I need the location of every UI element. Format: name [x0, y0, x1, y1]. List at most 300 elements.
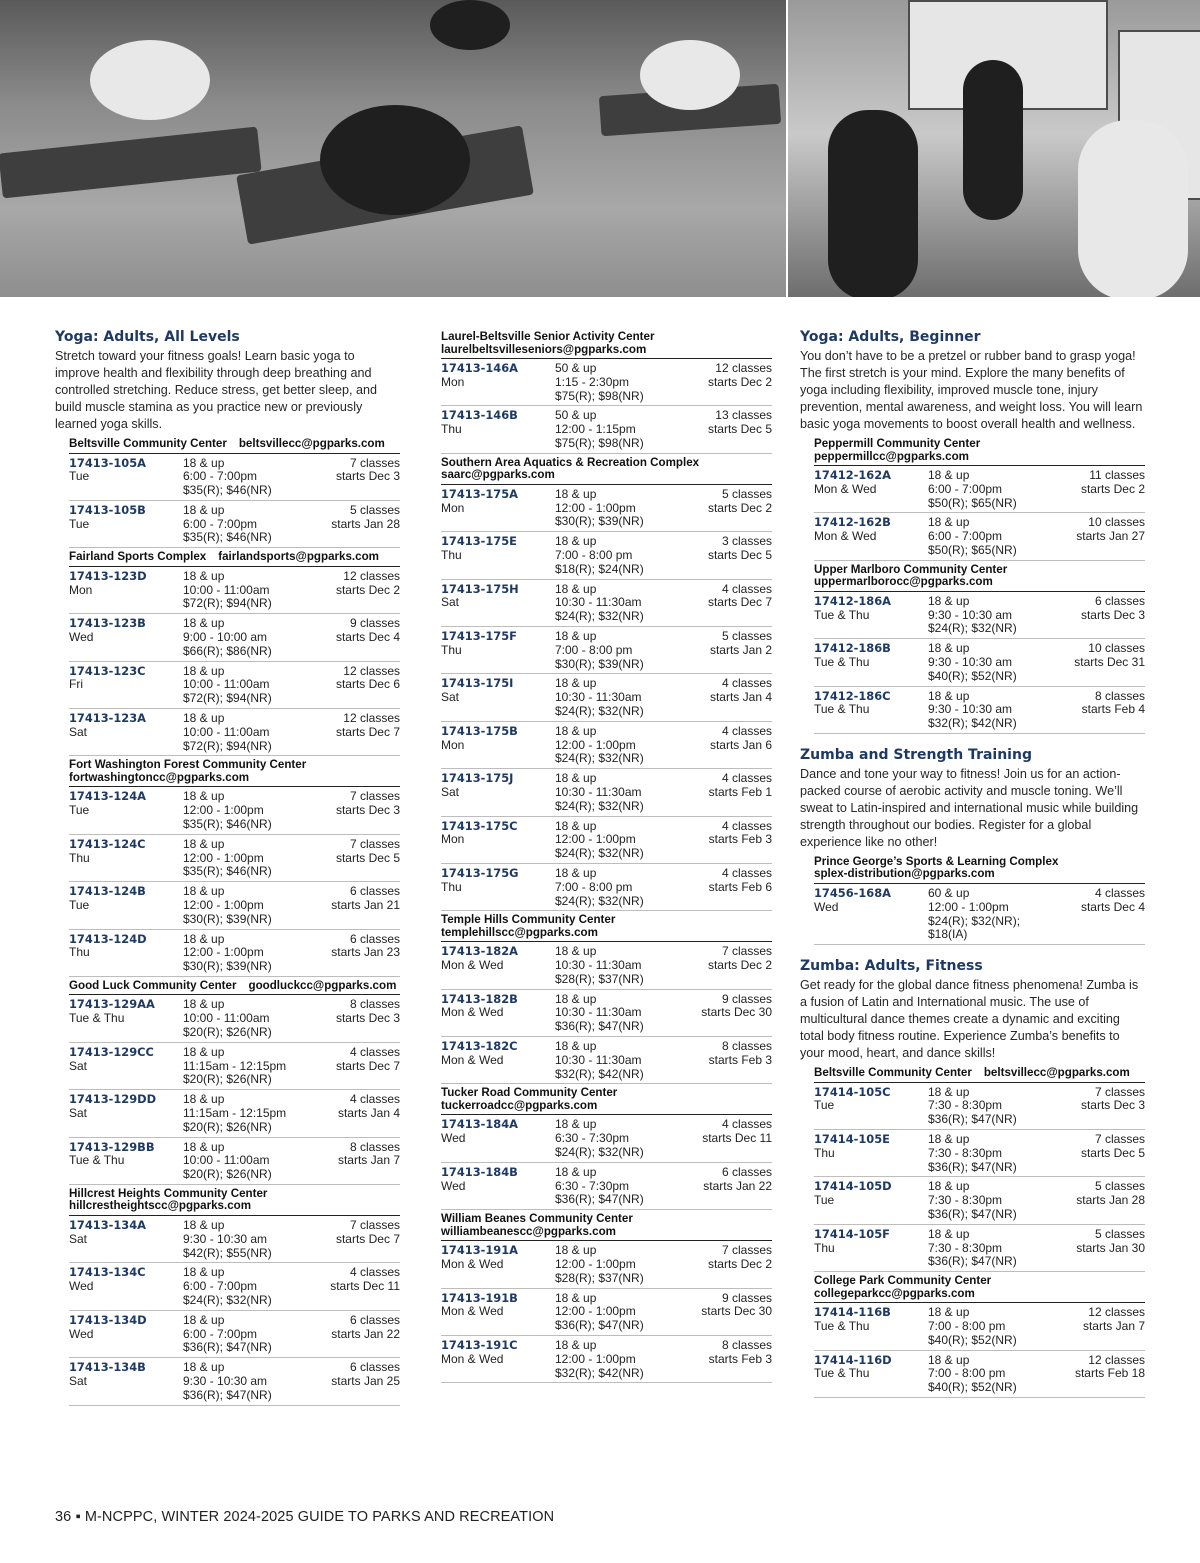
- class-day: Sat: [69, 724, 88, 739]
- class-id-cell: [441, 1040, 555, 1081]
- class-day: Fri: [69, 677, 83, 692]
- class-code: 17414-105C: [814, 1084, 891, 1099]
- class-time: 7:00 - 8:00 pm: [555, 879, 633, 894]
- class-row: [69, 614, 400, 661]
- class-day: Tue: [814, 1098, 835, 1113]
- class-start: starts Dec 5: [1080, 1145, 1145, 1160]
- class-count: 4 classes: [721, 676, 772, 691]
- class-code: 17413-175J: [441, 771, 514, 786]
- location-header: [814, 1064, 1145, 1083]
- class-age: 18 & up: [555, 991, 597, 1006]
- class-schedule-cell: [1058, 516, 1145, 557]
- class-count: 5 classes: [721, 486, 772, 501]
- class-schedule-cell: [1058, 595, 1145, 636]
- class-code: 17412-186C: [814, 688, 891, 703]
- class-day: Sat: [441, 784, 460, 799]
- class-count: 9 classes: [721, 991, 772, 1006]
- class-id-cell: [441, 867, 555, 908]
- class-day: Sat: [69, 1231, 88, 1246]
- class-row: [441, 532, 772, 579]
- class-schedule-cell: [685, 1166, 772, 1207]
- class-count: 5 classes: [721, 628, 772, 643]
- class-schedule-cell: [313, 712, 400, 753]
- class-start: starts Jan 2: [709, 642, 772, 657]
- class-time: 12:00 - 1:00pm: [555, 737, 636, 752]
- class-fee: $24(R); $32(NR): [183, 1292, 272, 1307]
- class-id-cell: [441, 409, 555, 450]
- section-description: Dance and tone your way to fitness! Join us for an action-packed course of aerobic activity and muscle toning. We’ll sweat to Latin-inspired and international music while building strength throughout our bodies. Register for a global experience like no other!: [800, 766, 1139, 849]
- class-row: [441, 1289, 772, 1336]
- class-code: 17414-116B: [814, 1305, 891, 1320]
- class-day: Wed: [69, 1279, 94, 1294]
- class-start: starts Jan 7: [1082, 1319, 1145, 1333]
- class-fee: $20(R); $26(NR): [183, 1025, 272, 1039]
- class-time: 10:30 - 11:30am: [555, 784, 642, 799]
- class-day: Tue & Thu: [814, 1319, 870, 1333]
- class-day: Sat: [441, 595, 460, 610]
- class-day: Wed: [441, 1178, 466, 1193]
- class-time: 9:30 - 10:30 am: [183, 1373, 268, 1388]
- class-id-cell: [69, 1219, 183, 1260]
- class-fee: $30(R); $39(NR): [183, 959, 272, 974]
- class-row: [69, 567, 400, 614]
- class-schedule-cell: [1058, 1306, 1145, 1347]
- class-start: starts Feb 3: [708, 832, 772, 847]
- class-count: 4 classes: [721, 865, 772, 880]
- location-block: [69, 977, 400, 1185]
- class-age: 18 & up: [183, 1265, 225, 1280]
- class-code: 17413-124C: [69, 836, 146, 851]
- class-row: [441, 359, 772, 406]
- class-id-cell: [814, 1306, 928, 1347]
- class-age: 18 & up: [555, 1039, 597, 1054]
- class-time: 10:30 - 11:30am: [555, 1052, 642, 1067]
- class-age: 18 & up: [555, 581, 597, 596]
- location-block: [441, 454, 772, 912]
- class-count: 7 classes: [349, 1217, 400, 1232]
- class-row: [814, 1177, 1145, 1224]
- location-header: [441, 328, 772, 359]
- location-email: uppermarlborocc@pgparks.com: [814, 575, 993, 589]
- class-code: 17413-182B: [441, 991, 518, 1006]
- class-count: 8 classes: [721, 1338, 772, 1353]
- location-email: beltsvillecc@pgparks.com: [983, 1066, 1130, 1080]
- class-detail-cell: [928, 1306, 1058, 1347]
- class-fee: $32(R); $42(NR): [928, 716, 1017, 731]
- class-age: 18 & up: [928, 641, 970, 656]
- class-row: [69, 930, 400, 977]
- class-day: Sat: [69, 1058, 88, 1073]
- class-age: 18 & up: [183, 836, 225, 851]
- class-day: Tue & Thu: [814, 1366, 870, 1381]
- class-start: starts Jan 22: [703, 1178, 772, 1193]
- class-row: [814, 1083, 1145, 1130]
- class-schedule-cell: [1058, 1228, 1145, 1269]
- class-id-cell: [814, 1354, 928, 1395]
- class-age: 18 & up: [183, 710, 225, 725]
- class-age: 60 & up: [928, 885, 970, 900]
- class-start: starts Dec 5: [707, 547, 772, 562]
- class-start: starts Dec 7: [335, 1231, 400, 1246]
- class-age: 18 & up: [183, 616, 225, 631]
- class-time: 7:00 - 8:00 pm: [928, 1319, 1006, 1333]
- class-detail-cell: [555, 772, 685, 813]
- class-time: 7:00 - 8:00 pm: [555, 642, 633, 657]
- class-fee: $24(R); $32(NR): [928, 621, 1017, 636]
- class-day: Mon & Wed: [441, 1257, 504, 1272]
- class-age: 18 & up: [555, 628, 597, 643]
- class-schedule-cell: [313, 1219, 400, 1260]
- class-day: Mon & Wed: [814, 481, 877, 496]
- class-count: 9 classes: [721, 1290, 772, 1305]
- class-start: starts Jan 28: [1076, 1193, 1145, 1208]
- class-time: 9:30 - 10:30 am: [928, 702, 1013, 717]
- class-schedule-cell: [685, 488, 772, 529]
- class-fee: $36(R); $47(NR): [183, 1387, 272, 1402]
- class-count: 12 classes: [715, 361, 772, 375]
- class-detail-cell: [555, 488, 685, 529]
- class-age: 18 & up: [183, 568, 225, 583]
- location-name: Tucker Road Community Center: [441, 1086, 618, 1100]
- location-header: [441, 911, 772, 942]
- class-row: [69, 709, 400, 756]
- class-id-cell: [441, 820, 555, 861]
- class-time: 9:30 - 10:30 am: [183, 1231, 268, 1246]
- class-id-cell: [441, 1118, 555, 1159]
- class-age: 18 & up: [555, 771, 597, 786]
- class-fee: $40(R); $52(NR): [928, 1380, 1017, 1395]
- class-row: [69, 454, 400, 501]
- class-id-cell: [441, 725, 555, 766]
- class-schedule-cell: [313, 617, 400, 658]
- class-row: [69, 882, 400, 929]
- class-row: [814, 1225, 1145, 1272]
- class-code: 17413-134A: [69, 1217, 146, 1232]
- class-count: 7 classes: [1094, 1132, 1145, 1147]
- class-detail-cell: [555, 362, 685, 403]
- class-code: 17413-124B: [69, 884, 146, 899]
- class-start: starts Dec 3: [1080, 607, 1145, 622]
- class-id-cell: [441, 362, 555, 403]
- class-day: Tue & Thu: [814, 607, 870, 622]
- class-start: starts Dec 11: [702, 1131, 772, 1146]
- location-email: laurelbeltsvilleseniors@pgparks.com: [441, 342, 647, 356]
- class-detail-cell: [555, 1166, 685, 1207]
- class-code: 17413-129BB: [69, 1139, 155, 1154]
- class-code: 17413-146B: [441, 408, 518, 423]
- class-detail-cell: [555, 630, 685, 671]
- class-code: 17413-182C: [441, 1039, 518, 1054]
- class-time: 7:30 - 8:30pm: [928, 1240, 1003, 1255]
- location-email: fairlandsports@pgparks.com: [218, 550, 379, 564]
- class-code: 17412-186B: [814, 641, 891, 656]
- class-code: 17413-123A: [69, 710, 146, 725]
- class-count: 6 classes: [349, 1360, 400, 1375]
- class-detail-cell: [183, 570, 313, 611]
- class-fee: $36(R); $47(NR): [555, 1192, 644, 1207]
- class-time: 12:00 - 1:00pm: [555, 500, 636, 515]
- class-count: 3 classes: [721, 534, 772, 549]
- class-age: 18 & up: [183, 1360, 225, 1375]
- class-code: 17413-124A: [69, 789, 146, 804]
- class-day: Wed: [441, 1131, 466, 1146]
- class-age: 18 & up: [555, 1243, 597, 1258]
- class-fee: $35(R); $46(NR): [183, 864, 272, 879]
- class-fee: $72(R); $94(NR): [183, 596, 272, 611]
- class-row: [814, 513, 1145, 560]
- class-day: Tue & Thu: [69, 1153, 125, 1168]
- location-email: fortwashingtoncc@pgparks.com: [69, 770, 250, 784]
- class-start: starts Dec 2: [335, 582, 400, 597]
- class-detail-cell: [555, 1292, 685, 1333]
- class-detail-cell: [555, 535, 685, 576]
- class-age: 18 & up: [928, 1305, 970, 1320]
- class-age: 18 & up: [928, 1352, 970, 1367]
- class-fee: $42(R); $55(NR): [183, 1245, 272, 1260]
- class-day: Thu: [69, 850, 90, 865]
- class-id-cell: [441, 1339, 555, 1380]
- class-start: starts Dec 30: [701, 1304, 772, 1319]
- class-fee: $36(R); $47(NR): [555, 1019, 644, 1034]
- location-block: [814, 853, 1145, 945]
- class-detail-cell: [183, 790, 313, 831]
- class-id-cell: [814, 469, 928, 510]
- class-detail-cell: [928, 516, 1058, 557]
- class-day: Mon & Wed: [441, 958, 504, 973]
- class-age: 18 & up: [183, 1217, 225, 1232]
- section-title: Yoga: Adults, All Levels: [55, 329, 240, 345]
- class-start: starts Feb 3: [708, 1052, 772, 1067]
- class-code: 17413-105B: [69, 502, 146, 517]
- class-time: 12:00 - 1:00pm: [183, 945, 264, 960]
- class-code: 17413-175H: [441, 581, 519, 596]
- class-schedule-cell: [313, 665, 400, 706]
- class-detail-cell: [183, 933, 313, 974]
- class-time: 7:30 - 8:30pm: [928, 1145, 1003, 1160]
- class-detail-cell: [183, 1141, 313, 1182]
- class-count: 6 classes: [349, 1312, 400, 1327]
- class-detail-cell: [183, 665, 313, 706]
- class-count: 13 classes: [715, 408, 772, 423]
- class-age: 18 & up: [183, 884, 225, 899]
- class-start: starts Jan 25: [331, 1373, 400, 1388]
- class-count: 5 classes: [1094, 1179, 1145, 1194]
- class-id-cell: [814, 1133, 928, 1174]
- class-time: 6:30 - 7:30pm: [555, 1131, 630, 1146]
- class-row: [69, 1358, 400, 1405]
- class-id-cell: [814, 516, 928, 557]
- class-schedule-cell: [685, 993, 772, 1034]
- class-code: 17413-146A: [441, 361, 518, 375]
- class-code: 17413-191C: [441, 1338, 518, 1353]
- class-age: 18 & up: [555, 944, 597, 959]
- class-start: starts Jan 7: [337, 1153, 400, 1168]
- location-header: [814, 561, 1145, 592]
- class-schedule-cell: [685, 1244, 772, 1285]
- yoga-class-photo: [0, 0, 786, 297]
- class-schedule-cell: [685, 1118, 772, 1159]
- location-email: tuckerroadcc@pgparks.com: [441, 1098, 598, 1112]
- class-count: 6 classes: [721, 1164, 772, 1179]
- class-count: 12 classes: [343, 710, 400, 725]
- class-time: 11:15am - 12:15pm: [183, 1105, 287, 1120]
- class-age: 18 & up: [928, 1179, 970, 1194]
- class-day: Thu: [814, 1240, 835, 1255]
- class-fee: $36(R); $47(NR): [183, 1340, 272, 1355]
- class-start: starts Dec 7: [335, 1058, 400, 1073]
- class-id-cell: [441, 583, 555, 624]
- class-id-cell: [69, 665, 183, 706]
- class-fee: $30(R); $39(NR): [555, 514, 644, 529]
- class-start: starts Dec 3: [335, 1011, 400, 1026]
- class-fee: $35(R); $46(NR): [183, 530, 272, 545]
- class-day: Thu: [441, 879, 462, 894]
- class-schedule-cell: [685, 725, 772, 766]
- class-detail-cell: [928, 595, 1058, 636]
- location-header: [69, 548, 400, 567]
- class-code: 17456-168A: [814, 885, 891, 900]
- class-age: 50 & up: [555, 361, 597, 375]
- class-id-cell: [441, 945, 555, 986]
- class-time: 10:00 - 11:00am: [183, 724, 270, 739]
- class-schedule-cell: [313, 1361, 400, 1402]
- location-email: collegeparkcc@pgparks.com: [814, 1286, 975, 1300]
- class-fee: $24(R); $32(NR): [555, 609, 644, 624]
- location-name: Upper Marlboro Community Center: [814, 562, 1008, 576]
- class-row: [441, 864, 772, 911]
- class-row: [441, 1241, 772, 1288]
- class-code: 17413-175B: [441, 723, 518, 738]
- class-schedule-cell: [685, 362, 772, 403]
- class-row: [814, 1351, 1145, 1398]
- section-title: Zumba: Adults, Fitness: [800, 958, 983, 975]
- location-name: William Beanes Community Center: [441, 1212, 633, 1226]
- class-time: 6:00 - 7:00pm: [183, 469, 258, 484]
- class-count: 8 classes: [721, 1039, 772, 1054]
- class-start: starts Feb 1: [708, 784, 772, 799]
- class-row: [69, 1043, 400, 1090]
- class-time: 9:30 - 10:30 am: [928, 607, 1013, 622]
- class-code: 17413-175I: [441, 676, 514, 691]
- class-start: starts Jan 4: [337, 1105, 400, 1120]
- class-start: starts Jan 27: [1076, 529, 1145, 544]
- class-start: starts Dec 5: [335, 850, 400, 865]
- class-day: Mon & Wed: [441, 1351, 504, 1366]
- class-start: starts Dec 7: [707, 595, 772, 610]
- class-detail-cell: [928, 642, 1058, 683]
- class-fee: $36(R); $47(NR): [928, 1254, 1017, 1269]
- class-age: 18 & up: [555, 1164, 597, 1179]
- class-time: 6:00 - 7:00pm: [183, 516, 258, 531]
- class-fee: $30(R); $39(NR): [183, 911, 272, 926]
- class-age: 18 & up: [183, 1139, 225, 1154]
- class-detail-cell: [555, 725, 685, 766]
- section-spacer: [800, 945, 1145, 957]
- class-count: 10 classes: [1088, 641, 1145, 656]
- class-detail-cell: [928, 1086, 1058, 1127]
- photo-strip: [0, 0, 1200, 297]
- class-start: starts Dec 3: [1080, 1098, 1145, 1113]
- class-fee: $35(R); $46(NR): [183, 483, 272, 498]
- class-time: 12:00 - 1:00pm: [555, 1257, 636, 1272]
- class-fee: $20(R); $26(NR): [183, 1167, 272, 1182]
- class-day: Sat: [69, 1105, 88, 1120]
- class-id-cell: [69, 1141, 183, 1182]
- class-time: 12:00 - 1:00pm: [928, 899, 1009, 914]
- class-day: Tue: [69, 803, 90, 818]
- class-code: 17413-123B: [69, 616, 146, 631]
- class-row: [69, 835, 400, 882]
- class-age: 18 & up: [183, 1312, 225, 1327]
- class-fee: $75(R); $98(NR): [555, 388, 644, 403]
- class-count: 6 classes: [1094, 593, 1145, 608]
- class-schedule-cell: [313, 570, 400, 611]
- section-spacer: [800, 734, 1145, 746]
- class-start: starts Dec 11: [330, 1279, 400, 1294]
- class-detail-cell: [183, 617, 313, 658]
- class-detail-cell: [183, 1314, 313, 1355]
- section-description: You don’t have to be a pretzel or rubber band to grasp yoga! The first stretch is your mind. Explore the many benefits of yoga including flexibility, improved muscle tone, injury prevention, mental awareness, and weight loss. You will learn basic yoga movements to boost overall health and wellness.: [800, 349, 1143, 431]
- class-age: 18 & up: [555, 1338, 597, 1353]
- class-time: 6:00 - 7:00pm: [183, 1279, 258, 1294]
- class-detail-cell: [183, 712, 313, 753]
- class-day: Mon: [441, 500, 465, 515]
- class-day: Tue: [69, 897, 90, 912]
- class-row: [69, 1263, 400, 1310]
- class-age: 18 & up: [928, 593, 970, 608]
- class-fee: $36(R); $47(NR): [928, 1207, 1017, 1222]
- class-schedule-cell: [313, 504, 400, 545]
- class-schedule-cell: [1058, 690, 1145, 731]
- class-code: 17413-175G: [441, 865, 519, 880]
- location-header: [441, 454, 772, 485]
- class-fee: $72(R); $94(NR): [183, 738, 272, 753]
- class-start: starts Dec 7: [335, 724, 400, 739]
- location-header: [814, 435, 1145, 466]
- class-age: 18 & up: [183, 931, 225, 946]
- class-row: [814, 1130, 1145, 1177]
- class-fee: $66(R); $86(NR): [183, 643, 272, 658]
- class-fee: $36(R); $47(NR): [555, 1318, 644, 1333]
- class-row: [441, 485, 772, 532]
- class-row: [441, 1163, 772, 1210]
- class-fee: $75(R); $98(NR): [555, 435, 644, 450]
- class-count: 5 classes: [349, 502, 400, 517]
- location-name: Laurel-Beltsville Senior Activity Center: [441, 330, 655, 343]
- location-name: Good Luck Community Center: [69, 978, 237, 992]
- class-time: 12:00 - 1:00pm: [555, 1304, 636, 1319]
- class-age: 18 & up: [928, 1084, 970, 1099]
- class-time: 10:00 - 11:00am: [183, 582, 270, 597]
- class-code: 17413-175A: [441, 486, 518, 501]
- class-row: [441, 674, 772, 721]
- class-row: [441, 1115, 772, 1162]
- class-count: 12 classes: [1088, 1352, 1145, 1367]
- class-schedule-cell: [313, 1141, 400, 1182]
- class-detail-cell: [928, 887, 1058, 942]
- section-description: Get ready for the global dance fitness phenomena! Zumba is a fusion of Latin and International music. The use of multicultural dance themes create a dynamic and exciting total body fitness routine. Experience Zumba’s benefits to your mood, heart, and dance skills!: [800, 978, 1139, 1061]
- class-id-cell: [441, 993, 555, 1034]
- location-email: peppermillcc@pgparks.com: [814, 449, 969, 463]
- class-detail-cell: [555, 820, 685, 861]
- class-time: 9:00 - 10:00 am: [183, 629, 268, 644]
- class-code: 17413-123C: [69, 663, 146, 678]
- class-day: Tue & Thu: [814, 654, 870, 669]
- class-age: 50 & up: [555, 408, 597, 423]
- class-time: 10:30 - 11:30am: [555, 595, 642, 610]
- class-fee: $24(R); $32(NR): [555, 703, 644, 718]
- class-start: starts Dec 31: [1074, 654, 1145, 669]
